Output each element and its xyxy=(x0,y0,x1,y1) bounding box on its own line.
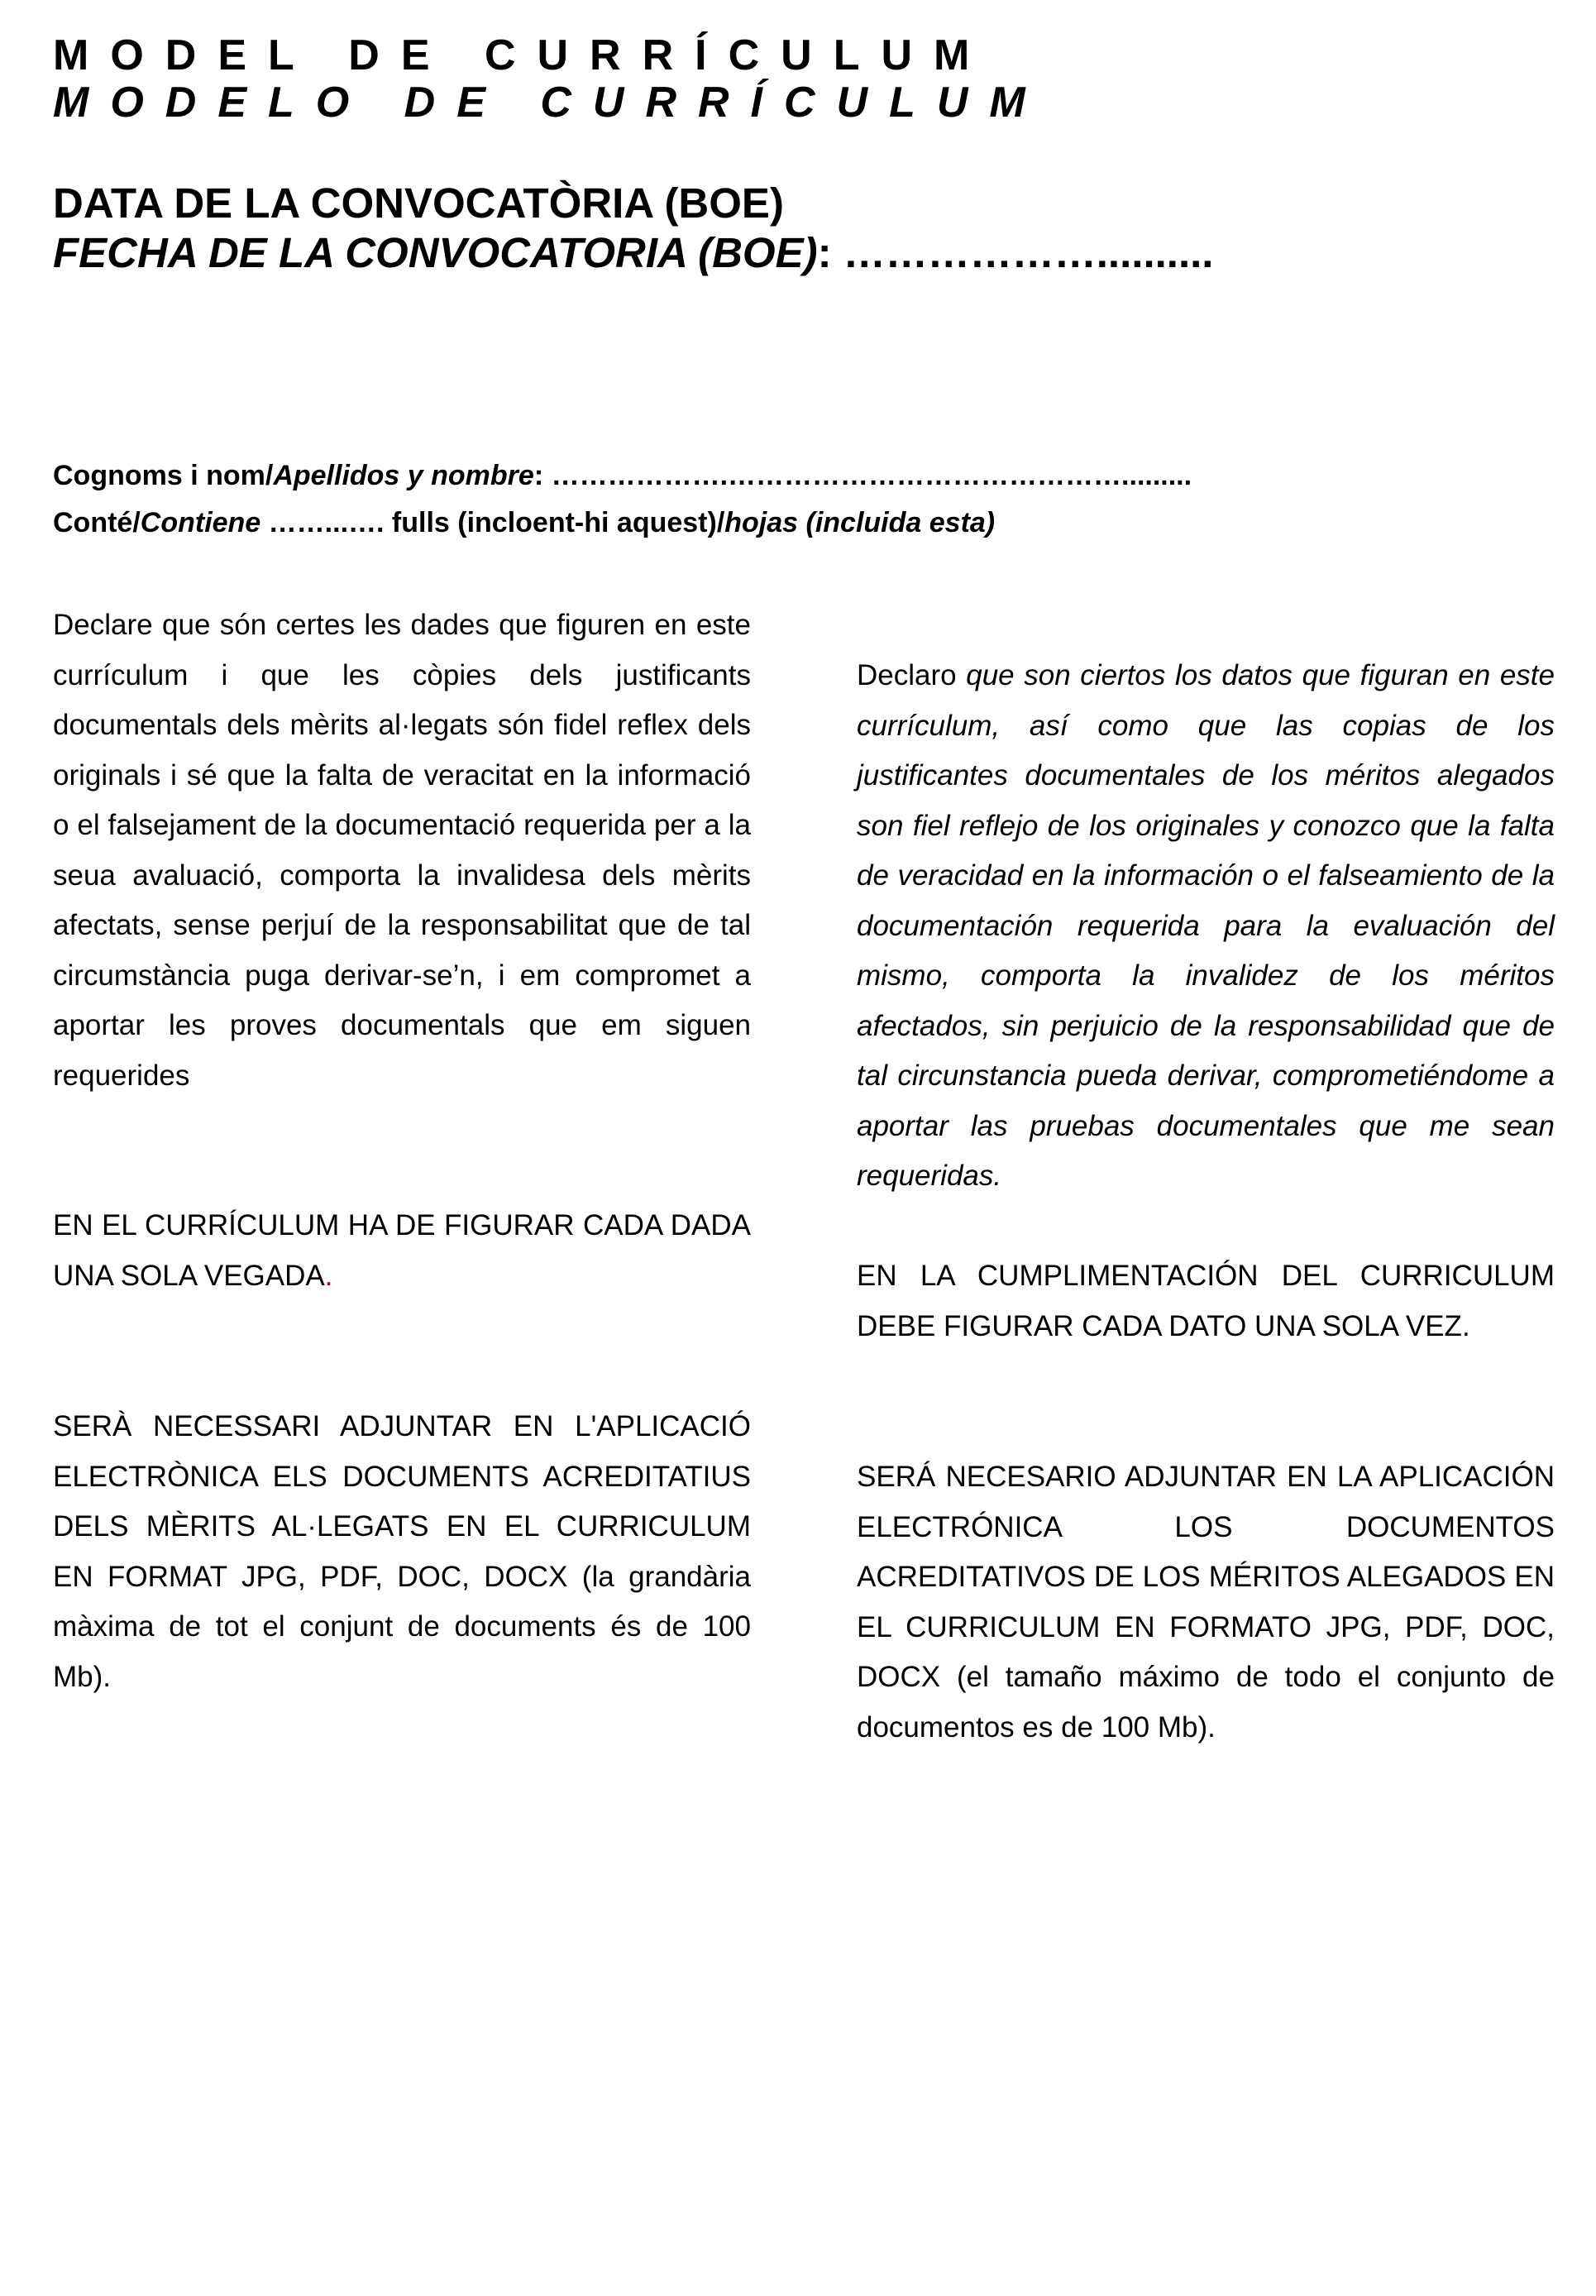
convocatoria-colon: : xyxy=(817,229,832,276)
pages-label-spanish: Contiene xyxy=(140,507,261,538)
pages-field-line xyxy=(53,505,995,541)
pages-count-field[interactable]: ……...…. xyxy=(260,507,392,538)
pages-text-spanish: hojas (incluida esta) xyxy=(724,507,996,538)
name-field-line xyxy=(53,457,1192,494)
once-notice-catalan xyxy=(53,1201,751,1301)
once-notice-text-spanish: EN LA CUMPLIMENTACIÓN DEL CURRICULUM DEBE FIGURAR CADA DATO UNA SOLA VEZ. xyxy=(857,1260,1555,1342)
declaration-spanish xyxy=(857,651,1555,1202)
attachment-notice-text-catalan: SERÀ NECESSARI ADJUNTAR EN L'APLICACIÓ ELECTRÒNICA ELS DOCUMENTS ACREDITATIUS DELS MÈRITS AL·LEGATS EN EL CURRICULUM EN FORMAT JPG, PDF, DOC, DOCX (la grandària màxima de tot el conjunt de documents és de 100 Mb). xyxy=(53,1410,751,1693)
attachment-notice-text-spanish: SERÁ NECESARIO ADJUNTAR EN LA APLICACIÓN ELECTRÓNICA LOS DOCUMENTOS ACREDITATIVOS DE LOS MÉRITOS ALEGADOS EN EL CURRICULUM EN FORMATO JPG, PDF, DOC, DOCX (el tamaño máximo de todo el conjunto de documentos es de 100 Mb). xyxy=(857,1461,1555,1744)
once-notice-paragraph-catalan xyxy=(53,1201,751,1301)
declaration-text-spanish: que son ciertos los datos que figuran en este currículum, así como que las copias de los justificantes documentales de los méritos alegados son fiel reflejo de los originales y conozco que la falta de veracidad en la información o el falseamiento de la documentación requerida para la evaluación del mismo, comporta la invalidez de los méritos afectados, sin perjuicio de la responsabilidad que de tal circunstancia pueda derivar, comprometiéndome a aportar las pruebas documentales que me sean requeridas. xyxy=(857,659,1555,1192)
declaration-text-catalan: Declare que són certes les dades que figuren en este currículum i que les còpies dels justificants documentals dels mèrits al·legats són fidel reflex dels originals i sé que la falta de veracitat en la informació o el falsejament de la documentació requerida per a la seua avaluació, comporta la invalidesa dels mèrits afectats, sense perjuí de la responsabilitat que de tal circumstància puga derivar-se’n, i em compromet a aportar les proves documentals que em siguen requerides xyxy=(53,609,751,1092)
convocatoria-line-spanish xyxy=(53,227,1213,279)
once-notice-spanish xyxy=(857,1251,1555,1351)
title-spanish: MODELO DE CURRÍCULUM xyxy=(53,79,1047,127)
name-label-catalan: Cognoms i nom/ xyxy=(53,460,274,491)
convocatoria-label-catalan: DATA DE LA CONVOCATÒRIA (BOE) xyxy=(53,179,784,227)
declaration-paragraph-spanish xyxy=(857,651,1555,1202)
convocatoria-date-field[interactable]: ……………….......... xyxy=(831,229,1214,276)
name-input-field[interactable]: ……………….……………………………………......... xyxy=(543,460,1192,491)
declaration-lead-spanish: Declaro xyxy=(857,659,957,691)
attachment-notice-spanish xyxy=(857,1452,1555,1753)
name-colon: : xyxy=(533,460,544,491)
name-label-spanish: Apellidos y nombre xyxy=(273,460,534,491)
once-notice-text-catalan: EN EL CURRÍCULUM HA DE FIGURAR CADA DADA UNA SOLA VEGADA xyxy=(53,1209,751,1292)
once-notice-period: . xyxy=(324,1259,333,1292)
pages-label-catalan: Conté/ xyxy=(53,507,141,538)
pages-text-catalan: fulls (incloent-hi aquest)/ xyxy=(391,507,725,538)
declaration-catalan xyxy=(53,600,751,1101)
title-catalan: MODEL DE CURRÍCULUM xyxy=(53,31,992,79)
convocatoria-label-spanish: FECHA DE LA CONVOCATORIA (BOE) xyxy=(53,229,818,276)
attachment-notice-catalan xyxy=(53,1402,751,1702)
